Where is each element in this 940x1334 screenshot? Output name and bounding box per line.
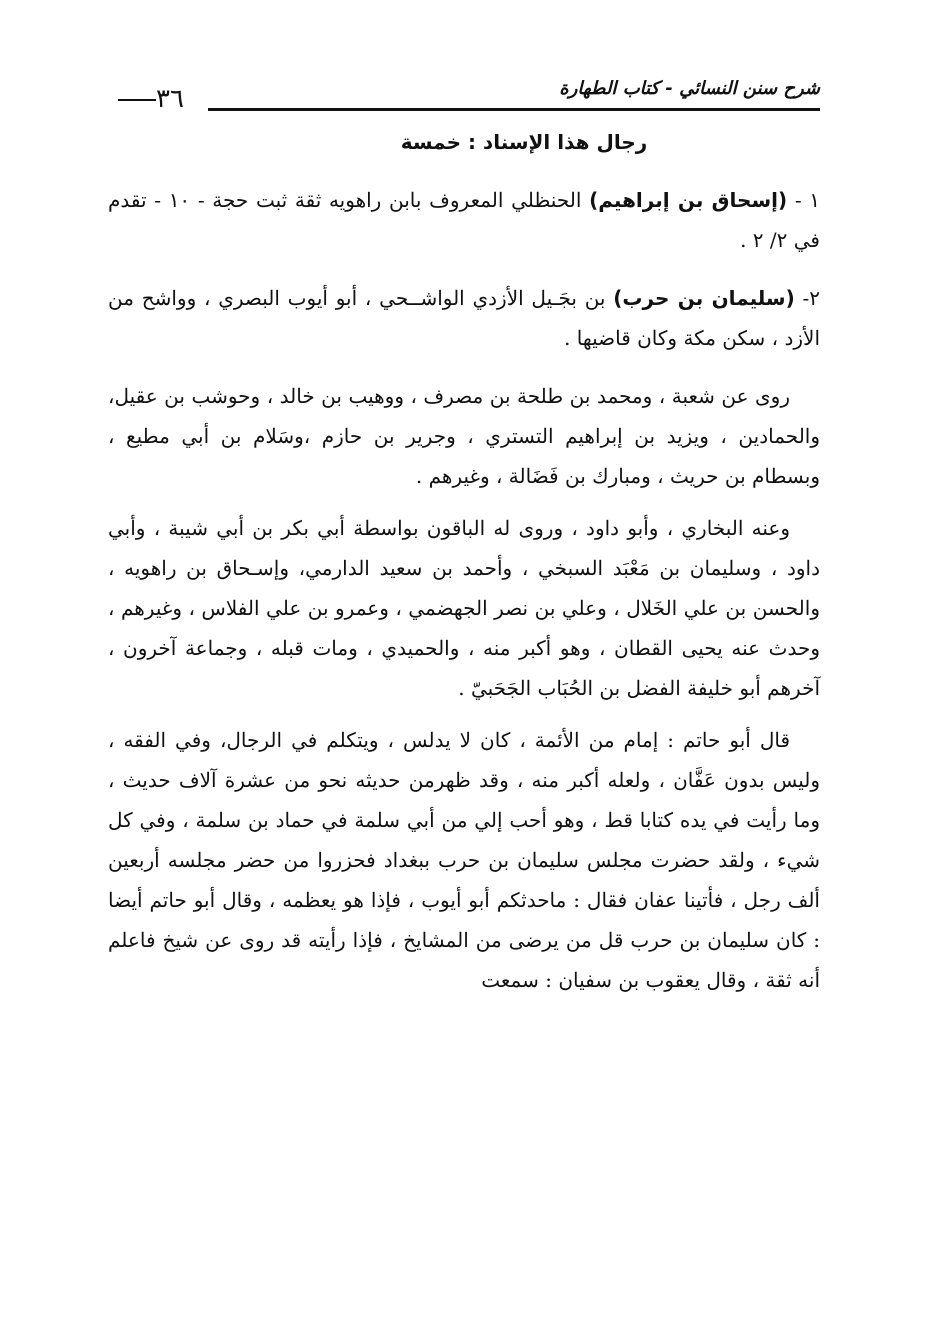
- section-heading: رجال هذا الإسناد : خمسة: [400, 130, 648, 154]
- header-rule: [208, 108, 820, 111]
- paragraph-teachers: روى عن شعبة ، ومحمد بن طلحة بن مصرف ، ووهيب بن خالد ، وحوشب بن عقيل، والحمادين ، ويزيد بن إبراهيم التستري ، وجرير بن حازم ،وسَلام بن أبي مطيع ، وبسطام بن حريث ، ومبارك بن فَضَالة ، وغيرهم .: [108, 384, 820, 488]
- narrator-number: ١ -: [794, 188, 821, 212]
- narrator-name: (إسحاق بن إبراهيم): [589, 188, 788, 212]
- paragraph-students: وعنه البخاري ، وأبو داود ، وروى له الباقون بواسطة أبي بكر بن أبي شيبة ، وأبي داود ، وسليمان بن مَعْبَد السبخي ، وأحمد بن سعيد الدارمي، وإسـحاق بن راهويه ، والحسن بن علي الخَلال ، وعلي بن نصر الجهضمي ، وعمرو بن علي الفلاس ، وغيرهم ، وحدث عنه يحيى القطان ، وهو أكبر منه ، والحميدي ، ومات قبله ، وجماعة آخرون ، آخرهم أبو خليفة الفضل بن الحُبَاب الجَحَبيّ .: [108, 516, 820, 700]
- narrator-entry-1: [108, 180, 820, 260]
- narrator-entry-2: [108, 278, 820, 358]
- paragraph-praise: قال أبو حاتم : إمام من الأئمة ، كان لا يدلس ، ويتكلم في الرجال، وفي الفقه ، وليس بدون عَفَّان ، ولعله أكبر منه ، وقد ظهرمن حديثه نحو من عشرة آلاف حديث ، وما رأيت في يده كتابا قط ، وهو أحب إلي من أبي سلمة في حماد بن سلمة ، وفي كل شيء ، ولقد حضرت مجلس سليمان بن حرب ببغداد فحزروا من حضر مجلسه أربعين ألف رجل ، فأتينا عفان فقال : ماحدثكم أبو أيوب ، فإذا هو يعظمه ، وقال أبو حاتم أيضا : كان سليمان بن حرب قل من يرضى من المشايخ ، فإذا رأيته قد روى عن شيخ فاعلم أنه ثقة ، وقال يعقوب بن سفيان : سمعت: [108, 728, 821, 992]
- page-number: [108, 84, 184, 114]
- page-number-value: ٣٦: [156, 84, 184, 114]
- narrator-description: بن بجَـيل الأزدي الواشــحي ، أبو أيوب البصري ، وواشح من الأزد ، سكن مكة وكان قاضيها .: [108, 286, 820, 350]
- book-title: شرح سنن النسائي - كتاب الطهارة: [559, 78, 820, 99]
- narrator-description: الحنظلي المعروف بابن راهويه ثقة ثبت حجة - ١٠ - تقدم في ٢/ ٢ .: [108, 188, 820, 252]
- page-number-dash: [118, 99, 156, 101]
- narrator-name: (سليمان بن حرب): [613, 286, 795, 310]
- narrator-number: ٢-: [794, 286, 820, 310]
- running-header: [108, 70, 820, 116]
- body-text: [108, 180, 820, 1012]
